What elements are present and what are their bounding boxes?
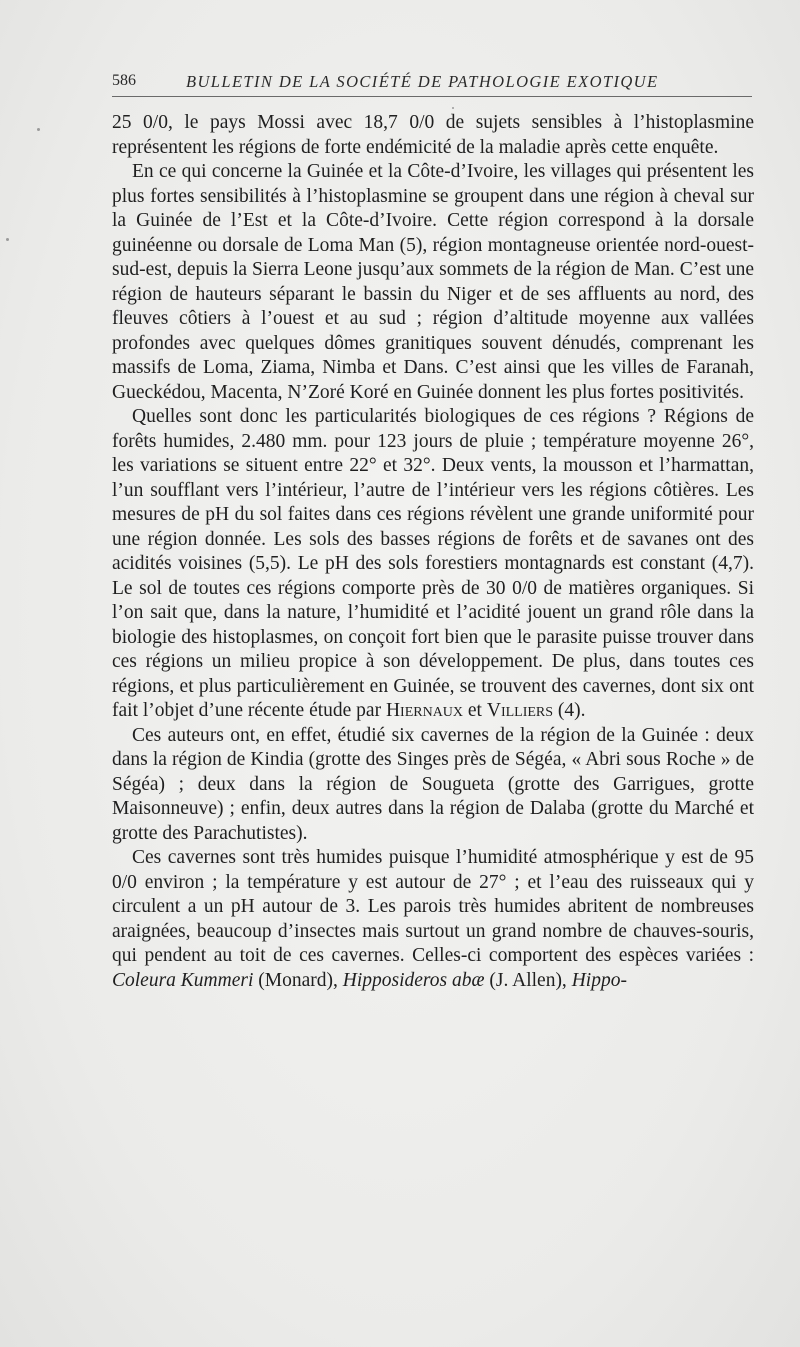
running-title: BULLETIN DE LA SOCIÉTÉ DE PATHOLOGIE EXOTIQUE: [186, 72, 659, 91]
species-author: (Monard),: [253, 969, 343, 991]
paragraph-text: Quelles sont donc les particularités biologiques de ces régions ? Régions de forêts humides, 2.480 mm. pour 123 jours de pluie ; température moyenne 26°, les variations se situent entre 22° et 32°. Deux vents, la mousson et l’harmattan, l’un soufflant vers l’intérieur, l’autre de l’intérieur vers les régions côtières. Les mesures de pH du sol faites dans ces régions révèlent une grande uniformité pour une région donnée. Les sols des basses régions de forêts et de savanes ont des acidités voisines (5,5). Le pH des sols forestiers montagnards est constant (4,7). Le sol de toutes ces régions comporte près de 30 0/0 de matières organiques. Si l’on sait que, dans la nature, l’humidité et l’acidité jouent un grand rôle dans la biologie des histoplasmes, on conçoit fort bien que le parasite puisse trouver dans ces régions un milieu propice à son développement. De plus, dans toutes ces régions, et plus particulièrement en Guinée, se trouvent des cavernes, dont six ont fait l’objet d’une récente étude par: [112, 406, 754, 721]
paragraph-text: En ce qui concerne la Guinée et la Côte-d’Ivoire, les villages qui présentent les plus fortes sensibilités à l’histoplasmine se groupent dans une région à cheval sur la Guinée de l’Est et la Côte-d’Ivoire. Cette région correspond à la dorsale guinéenne ou dorsale de Loma Man (5), région montagneuse orientée nord-ouest-sud-est, depuis la Sierra Leone jusqu’aux sommets de la région de Man. C’est une région de hauteurs séparant le bassin du Niger et de ses affluents au nord, des fleuves côtiers à l’ouest et au sud ; région d’altitude moyenne aux vallées profondes avec quelques dômes granitiques souvent dénudés, comprenant les massifs de Loma, Ziama, Nimba et Dans. C’est ainsi que les villes de Faranah, Gueckédou, Macenta, N’Zoré Koré en Guinée donnent les plus fortes positivités.: [112, 161, 754, 403]
author-name: Villiers: [486, 700, 554, 721]
paragraph-text: 25 0/0, le pays Mossi avec 18,7 0/0 de sujets sensibles à l’histoplasmine représentent les régions de forte endémicité de la maladie après cette enquête.: [112, 112, 754, 158]
paragraph-cave-conditions: [112, 846, 754, 993]
page-number: 586: [112, 72, 136, 89]
paragraph-text: Ces auteurs ont, en effet, étudié six cavernes de la région de la Guinée : deux dans la région de Kindia (grotte des Singes près de Ségéa, « Abri sous Roche » de Ségéa) ; deux dans la région de Sougueta (grotte des Garrigues, grotte Maisonneuve) ; enfin, deux autres dans la région de Dalaba (grotte du Marché et grotte des Parachutistes).: [112, 724, 754, 844]
author-joiner: et: [463, 700, 487, 721]
header-rule: [112, 96, 752, 97]
paragraph-continuation: [112, 111, 754, 160]
species-name: Coleura Kummeri: [112, 969, 254, 991]
author-name: Hiernaux: [385, 700, 464, 721]
paragraph-biological-features: [112, 405, 754, 724]
paragraph-caves: [112, 724, 754, 847]
scan-speck: [6, 238, 9, 241]
species-author: (J. Allen),: [484, 969, 572, 991]
species-name-fragment: Hippo-: [571, 969, 627, 991]
reference-number: (4).: [553, 700, 586, 721]
paragraph-text: Ces cavernes sont très humides puisque l’humidité atmosphérique y est de 95 0/0 environ ; la température y est autour de 27° ; et l’eau des ruisseaux qui y circulent a un pH autour de 3. Les parois très humides abritent de nombreuses araignées, beaucoup d’insectes mais surtout un grand nombre de chauves-souris, qui pendent au toit de ces cavernes. Celles-ci comportent des espèces variées :: [112, 847, 754, 966]
species-name: Hipposideros abæ: [342, 969, 485, 991]
scan-speck: [37, 128, 40, 131]
paragraph-guinea-ivory-coast: [112, 160, 754, 405]
scan-speck: [452, 107, 454, 109]
article-body: [112, 111, 754, 993]
